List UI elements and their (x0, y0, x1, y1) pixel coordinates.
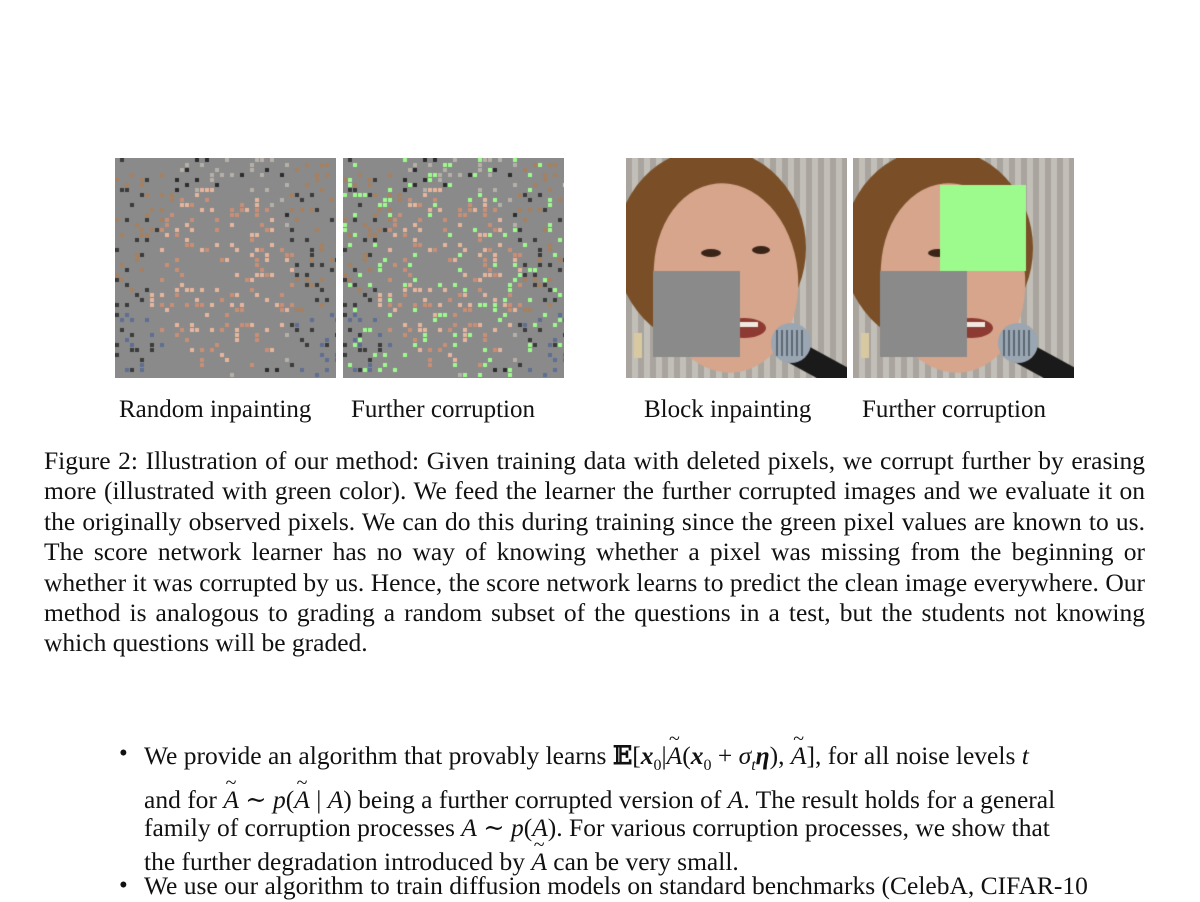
subcaption-random-inpainting: Random inpainting (119, 396, 312, 423)
subcaption-block-inpainting: Block inpainting (644, 396, 812, 423)
further-corruption-random-image (343, 158, 564, 378)
random-inpainting-image (115, 158, 336, 378)
bullet-marker: • (119, 872, 128, 899)
bullet-1-line-4: the further degradation introduced by ~ A can be very small. (144, 846, 1145, 878)
contribution-bullet-2: We use our algorithm to train diffusion models on standard benchmarks (CelebA, CIFAR-10 (144, 871, 1088, 900)
bullet-marker: • (119, 740, 128, 767)
block-inpainting-image (626, 158, 847, 378)
further-corruption-block-image (853, 158, 1074, 378)
subcaption-further-corruption-random: Further corruption (351, 396, 535, 423)
bullet-1-line-1: We provide an algorithm that provably learns $𝔼[x_0|\sim$ $A(x_0 + \sigma_t\eta)$, ~ A], for all noise levels t (144, 740, 1145, 782)
figure-caption: Figure 2: Illustration of our method: Given training data with deleted pixels, we corrupt further by erasing more (illustrated with green color). We feed the learner the further corrupted images and we evaluate it on the originally observed pixels. We can do this during training since the green pixel values are known to us. The score network learner has no way of knowing whether a pixel was missing from the beginning or whether it was corrupted by us. Hence, the score network learns to predict the clean image everywhere. Our method is analogous to grading a random subset of the questions in a test, but the students not knowing which questions will be graded. (44, 446, 1145, 658)
bullet-1-line-3: family of corruption processes A ∼ p(A). For various corruption processes, we show that (144, 813, 1050, 843)
subcaption-further-corruption-block: Further corruption (862, 396, 1046, 423)
bullet-1-line-2: and for ~ A ∼ p(~ A | A) being a further corrupted version of A. The result holds for a general (144, 784, 1145, 816)
contribution-bullet-1 (144, 740, 1145, 878)
